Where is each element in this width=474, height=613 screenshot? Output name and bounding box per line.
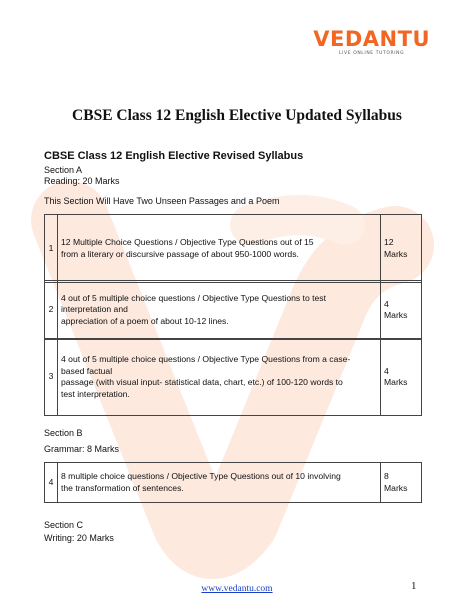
section-a-note: This Section Will Have Two Unseen Passages and a Poem bbox=[44, 196, 280, 206]
question-description: 8 multiple choice questions / Objective Type Questions out of 10 involving the transformation of sentences. bbox=[58, 463, 381, 503]
question-description: 4 out of 5 multiple choice questions / Objective Type Questions to test interpretation and appreciation of a poem of about 10-12 lines. bbox=[58, 281, 381, 340]
section-b-table-row-4 bbox=[44, 462, 422, 503]
section-b-label: Section B bbox=[44, 428, 83, 438]
question-marks: 8 Marks bbox=[381, 463, 422, 503]
syllabus-heading: CBSE Class 12 English Elective Revised Syllabus bbox=[44, 150, 304, 162]
question-description: 4 out of 5 multiple choice questions / Objective Type Questions from a case- based factual passage (with visual input- statistical data, chart, etc.) of 100-120 words to test interpretation. bbox=[58, 339, 381, 416]
section-a-table-row-3 bbox=[44, 338, 422, 416]
section-a-label: Section A bbox=[44, 165, 83, 175]
logo-tagline: LIVE ONLINE TUTORING bbox=[339, 51, 405, 56]
vedantu-logo[interactable] bbox=[313, 28, 430, 56]
section-c-label: Section C bbox=[44, 520, 84, 530]
question-number: 1 bbox=[45, 215, 58, 283]
logo-wordmark: VEDANTU bbox=[313, 27, 430, 51]
question-number: 2 bbox=[45, 281, 58, 340]
question-marks: 12 Marks bbox=[381, 215, 422, 283]
question-marks: 4 Marks bbox=[381, 281, 422, 340]
section-a-marks: Reading: 20 Marks bbox=[44, 176, 120, 186]
section-c-marks: Writing: 20 Marks bbox=[44, 533, 114, 543]
question-number: 3 bbox=[45, 339, 58, 416]
document-title: CBSE Class 12 English Elective Updated Syllabus bbox=[72, 107, 402, 124]
question-marks: 4 Marks bbox=[381, 339, 422, 416]
page-number: 1 bbox=[411, 580, 417, 592]
section-b-marks: Grammar: 8 Marks bbox=[44, 444, 120, 454]
question-description: 12 Multiple Choice Questions / Objective Type Questions out of 15 from a literary or discursive passage of about 950-1000 words. bbox=[58, 215, 381, 283]
question-number: 4 bbox=[45, 463, 58, 503]
footer-website-link[interactable]: www.vedantu.com bbox=[201, 584, 273, 594]
section-a-table-row-1 bbox=[44, 214, 422, 283]
section-a-table-row-2 bbox=[44, 280, 422, 340]
